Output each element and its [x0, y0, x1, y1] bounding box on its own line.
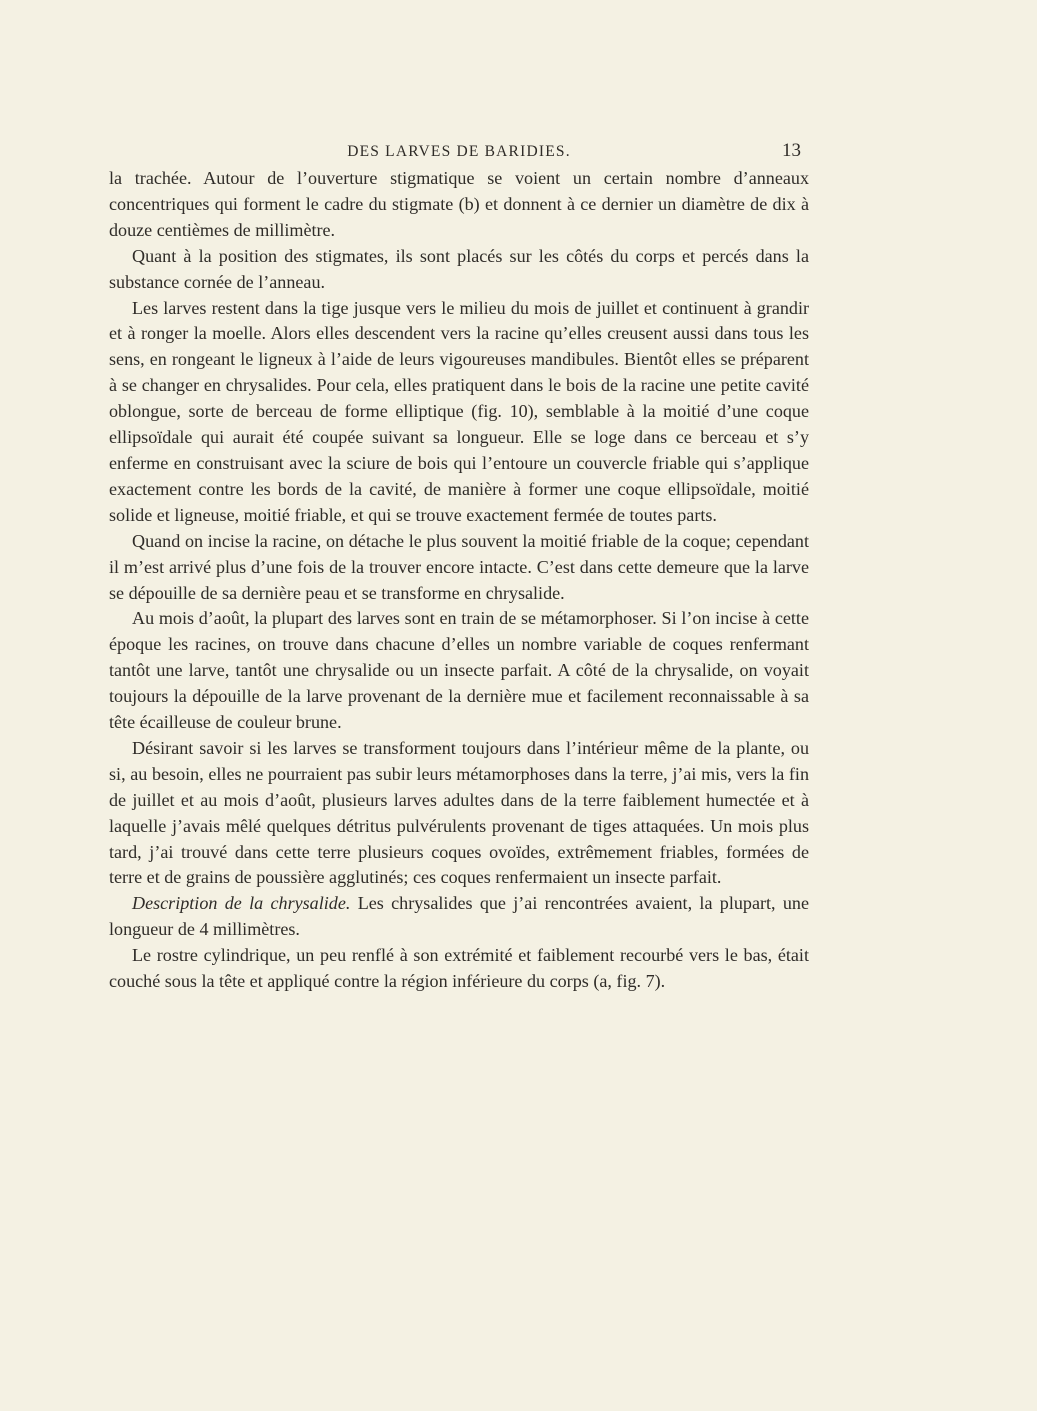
paragraph: [109, 296, 809, 529]
paragraph-text: Au mois d’août, la plupart des larves sont en train de se métamorphoser. Si l’on incise à cette époque les racines, on trouve dans chacune d’elles un nombre variable de coques renfermant tantôt une larve, tantôt une chrysalide ou un insecte parfait. A côté de la chrysalide, on voyait toujours la dépouille de la larve provenant de la dernière mue et facilement reconnaissable à sa tête écailleuse de couleur brune.: [109, 608, 809, 733]
paragraph: [109, 943, 809, 995]
document-page: [109, 140, 809, 995]
paragraph-text: Les chrysalides que j’ai rencontrées avaient, la plupart, une longueur de 4 millimètres.: [109, 893, 809, 940]
paragraph-text: la trachée. Autour de l’ouverture stigmatique se voient un certain nombre d’anneaux concentriques qui forment le cadre du stigmate (b) et donnent à ce dernier un diamètre de dix à douze centièmes de millimètre.: [109, 168, 809, 240]
paragraph-text: Désirant savoir si les larves se transforment toujours dans l’intérieur même de la plante, ou si, au besoin, elles ne pourraient pas subir leurs métamorphoses dans la terre, j’ai mis, vers la fin de juillet et au mois d’août, plusieurs larves adultes dans de la terre faiblement humectée et à laquelle j’avais mêlé quelques détritus pulvérulents provenant de tiges attaquées. Un mois plus tard, j’ai trouvé dans cette terre plusieurs coques ovoïdes, extrêmement friables, formées de terre et de grains de poussière agglutinés; ces coques renfermaient un insecte parfait.: [109, 737, 809, 888]
paragraph-section-lead: [109, 891, 809, 943]
paragraph-text: Le rostre cylindrique, un peu renflé à son extrémité et faiblement recourbé vers le bas, était couché sous la tête et appliqué contre la région inférieure du corps (a, fig. 7).: [109, 945, 809, 992]
page-number: 13: [782, 140, 801, 161]
paragraph: [109, 166, 809, 244]
paragraph-text: Quant à la position des stigmates, ils sont placés sur les côtés du corps et percés dans la substance cornée de l’anneau.: [109, 245, 809, 292]
paragraph: [109, 529, 809, 607]
body-text: [109, 166, 809, 995]
paragraph-text: Quand on incise la racine, on détache le plus souvent la moitié friable de la coque; cependant il m’est arrivé plus d’une fois de la trouver encore intacte. C’est dans cette demeure que la larve se dépouille de sa dernière peau et se transforme en chrysalide.: [109, 530, 809, 603]
running-header: [109, 140, 809, 162]
paragraph-text: Les larves restent dans la tige jusque vers le milieu du mois de juillet et continuent à grandir et à ronger la moelle. Alors elles descendent vers la racine qu’elles creusent aussi dans tous les sens, en rongeant le ligneux à l’aide de leurs vigoureuses mandibules. Bientôt elles se préparent à se changer en chrysalides. Pour cela, elles pratiquent dans le bois de la racine une petite cavité oblongue, sorte de berceau de forme elliptique (fig. 10), semblable à la moitié d’une coque ellipsoïdale qui aurait été coupée suivant sa longueur. Elle se loge dans ce berceau et s’y enferme en construisant avec la sciure de bois qui l’entoure un couvercle friable qui s’applique exactement contre les bords de la cavité, de manière à former une coque ellipsoïdale, moitié solide et ligneuse, moitié friable, et qui se trouve exactement fermée de toutes parts.: [109, 297, 809, 525]
paragraph: [109, 244, 809, 296]
paragraph: [109, 606, 809, 736]
section-heading-italic: Description de la chrysalide.: [132, 893, 351, 914]
running-title: DES LARVES DE BARIDIES.: [347, 143, 571, 160]
paragraph: [109, 736, 809, 891]
